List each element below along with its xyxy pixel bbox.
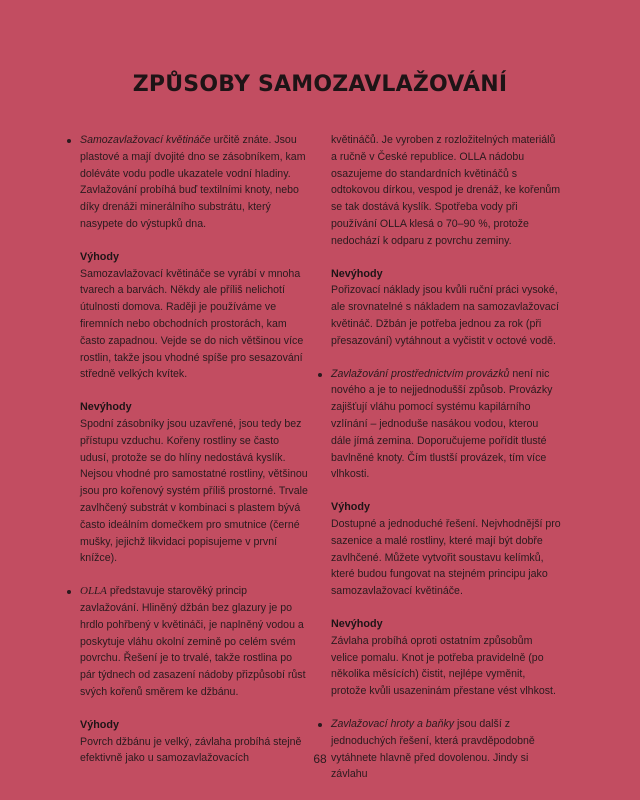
- subheading-disadvantages: Nevýhody: [80, 401, 132, 414]
- paragraph: [331, 716, 561, 783]
- lead-term: OLLA: [80, 585, 107, 598]
- page-title: ZPŮSOBY SAMOZAVLAŽOVÁNÍ: [132, 72, 508, 97]
- body-text: představuje starověký princip zavlažování. Hliněný džbán bez glazury je po hrdlo pohřbený v květináči, je naplněný vodou a poskytuje vláhu okolní zemině po celém svém povrchu. Řešení je to trvalé, takže rostlina po pár týdnech od zasazení nádoby přizpůsobí růst svých kořenů směrem ke džbánu.: [80, 585, 306, 698]
- subheading-advantages: Výhody: [80, 718, 119, 731]
- paragraph: [80, 132, 308, 233]
- lead-term: Zavlažovací hroty a baňky: [331, 717, 455, 730]
- bullet-spikes-bulbs: [331, 716, 561, 783]
- bullet-olla: [80, 583, 308, 701]
- bullet-wicks: [331, 366, 561, 484]
- subheading-advantages: Výhody: [331, 501, 370, 514]
- lead-term: Samozavlažovací květináče: [80, 134, 211, 146]
- paragraph: [331, 366, 561, 484]
- paragraph: Pořizovací náklady jsou kvůli ruční práci vysoké, ale srovnatelné s nákladem na samozavlažovací květináč. Džbán je potřeba jednou za rok (při přesazování) vytáhnout a vyčistit v octové vodě.: [331, 284, 559, 347]
- paragraph: Povrch džbánu je velký, závlaha probíhá stejně efektivně jako u samozavlažovacích: [80, 735, 302, 765]
- subheading-disadvantages: Nevýhody: [331, 617, 383, 630]
- bullet-dot: [318, 373, 322, 377]
- paragraph: Spodní zásobníky jsou uzavřené, jsou tedy bez přístupu vzduchu. Kořeny rostliny se často udusí, protože se do hlíny nedostává kyslík. Nejsou vhodné pro samostatné rostliny, většinou jsou pro kořenový systém příliš prostorné. Trvale zavlhčený substrát v kombinaci s plastem bývá často ideálním domečkem pro smutnice (černé mušky, jejichž likvidaci popisujeme v první knížce).: [80, 417, 308, 565]
- body-text: není nic nového a je to nejjednodušší způsob. Provázky zajišťují vláhu pomocí systému kapilárního vzlínání – jednoduše nasákou vodou, kterou dále jímá zemina. Doporučujeme pořídit tlusté bavlněné knoty. Čím tlustší provázek, tím více vlhkosti.: [331, 367, 553, 481]
- subheading-advantages: Výhody: [80, 250, 119, 263]
- paragraph: květináčů. Je vyroben z rozložitelných materiálů a ručně v České republice. OLLA nádobu osazujeme do standardních květináčů s odtokovou dírkou, vespod je drenáž, ke kořenům se tak dostává kyslík. Spotřeba vody při používání OLLA klesá o 70–90 %, protože nedochází k odparu z povrchu zeminy.: [331, 134, 561, 247]
- subheading-disadvantages: Nevýhody: [331, 267, 383, 280]
- body-text: určitě znáte. Jsou plastové a mají dvojité dno se zásobníkem, kam doléváte vodu podle ukazatele vodní hladiny. Zavlažování probíhá buď textilními knoty, nebo díky drenáži minerálního substrátu, který nasypete do výstupků dna.: [80, 134, 306, 230]
- bullet-self-watering-pots: [80, 132, 308, 233]
- paragraph: Závlaha probíhá oproti ostatním způsobům velice pomalu. Knot je potřeba pravidelně (po několika měsících) čistit, nejlépe vyměnit, protože kvůli usazeninám přestane vést vlhkost.: [331, 634, 556, 698]
- bullet-dot: [67, 139, 71, 143]
- bullet-dot: [318, 723, 322, 727]
- page-number: 68: [313, 752, 327, 766]
- lead-term: Zavlažování prostřednictvím provázků: [331, 367, 510, 380]
- paragraph: Samozavlažovací květináče se vyrábí v mnoha tvarech a barvách. Někdy ale příliš nelichotí útulnosti domova. Raději je používáme ve firemních nebo obchodních prostorách, kam často zapadnou. Vejde se do nich většinou více rostlin, takže jsou vhodné spíše pro sesazování středně velkých kvítek.: [80, 267, 304, 381]
- bullet-dot: [67, 590, 71, 594]
- right-column: [331, 132, 561, 783]
- left-column: [80, 132, 308, 767]
- body-text: jsou další z jednoduchých řešení, která pravděpodobně vytáhnete hlavně před dovolenou. Jindy si závlahu: [331, 717, 535, 781]
- paragraph: [80, 583, 308, 701]
- paragraph: Dostupné a jednoduché řešení. Nejvhodnější pro sazenice a malé rostliny, které mají být dobře zavlhčené. Můžete vytvořit soustavu kelímků, které budou fungovat na stejném principu jako samozavlažovací květináče.: [331, 517, 561, 598]
